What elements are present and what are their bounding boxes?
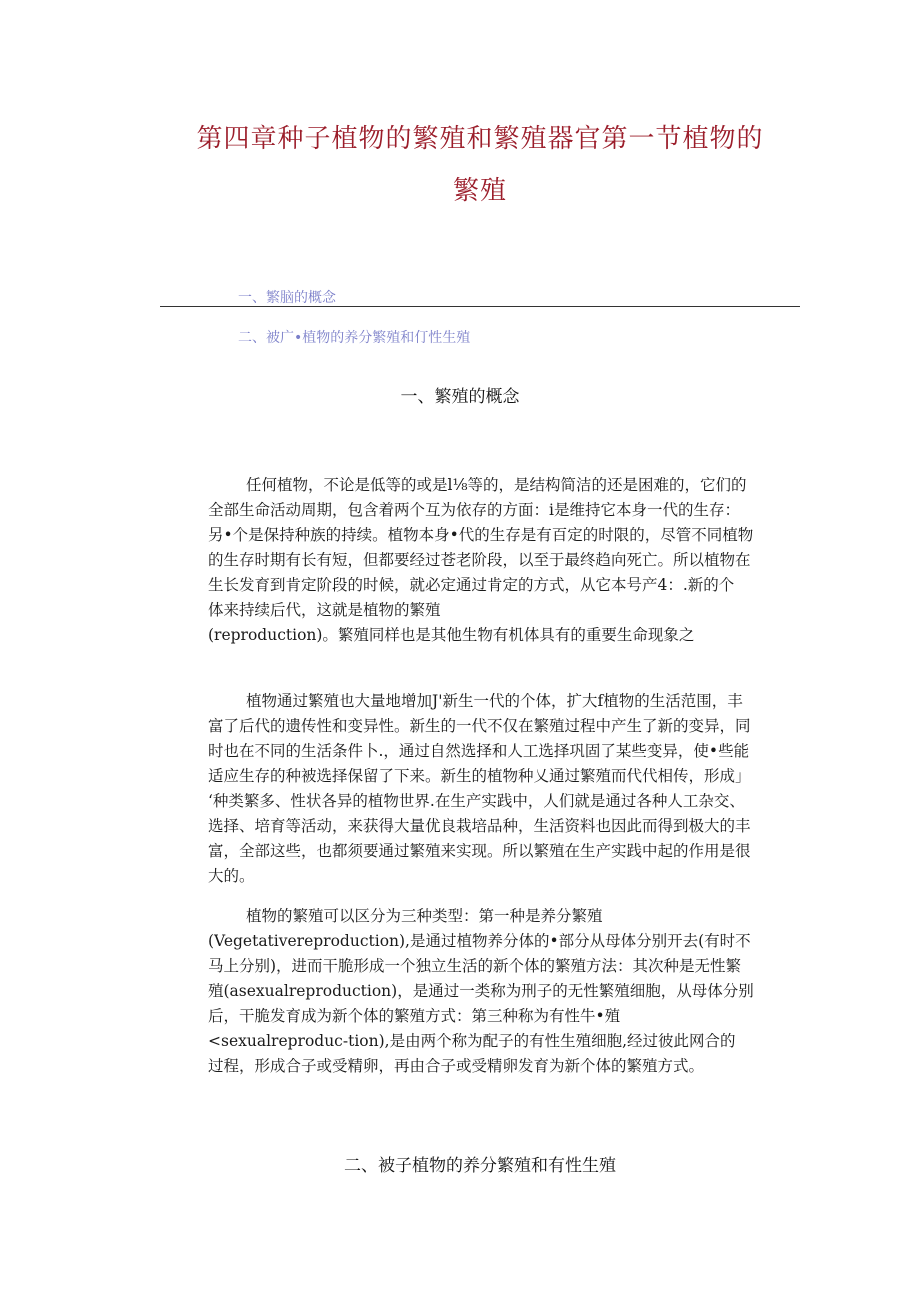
section-heading-2: 二、被子植物的养分繁殖和有性生殖 (344, 1156, 616, 1176)
toc-link-reproduction-concept[interactable]: 一、繁脑的概念 (238, 290, 336, 306)
paragraph-line: (Vegetativereproduction),是通过植物养分体的•部分从母体分别开去(有时不 (208, 932, 751, 950)
paragraph-line: 大的。 (208, 867, 255, 885)
paragraph-line: 选择、培育等活动，来获得大量优良栽培品种，生活资料也因此而得到极大的丰 (208, 817, 751, 835)
paragraph-line: 植物通过繁殖也大量地增加J'新生一代的个体，扩大f植物的生活范围，丰 (246, 692, 743, 710)
toc-link-angiosperm-reproduction[interactable]: 二、被广•植物的养分繁殖和仃性生殖 (238, 330, 471, 346)
paragraph-line: 过程，形成合子或受精卵，再由合子或受精卵发育为新个体的繁殖方式。 (208, 1057, 705, 1075)
paragraph-line: 适应生存的种被选择保留了下来。新生的植物种乂通过繁殖而代代相传，形成」 (208, 767, 751, 785)
paragraph-1 (208, 473, 802, 648)
paragraph-line: 马上分别)，进而干脆形成一个独立生活的新个体的繁殖方法：其次种是无性繁 (208, 957, 742, 975)
paragraph-line: 时也在不同的生活条件卜.，通过自然选择和人工选择巩固了某些变异，使•些能 (208, 742, 750, 760)
paragraph-line: ‘种类繁多、性状各异的植物世界.在生产实践中，人们就是通过各种人工杂交、 (208, 792, 745, 810)
paragraph-line: 另•个是保持种族的持续。植物本身•代的生存是有百定的时限的，尽管不同植物 (208, 526, 754, 544)
paragraph-line: 体来持续后代，这就是植物的繁殖 (208, 601, 441, 619)
paragraph-line: 富了后代的遗传性和变异性。新生的一代不仅在繁殖过程中产生了新的变异，同 (208, 717, 751, 735)
paragraph-3 (208, 904, 802, 1079)
paragraph-2 (208, 689, 802, 889)
document-title-line1: 第四章种子植物的繁殖和繁殖器官第一节植物的 (196, 124, 764, 154)
paragraph-line: 全部生命活动周期，包含着两个互为依存的方面：i是维持它本身一代的生存： (208, 501, 740, 519)
paragraph-line: 生长发育到肯定阶段的时候，就必定通过肯定的方式，从它本号产4：.新的个 (208, 576, 735, 594)
paragraph-line: 殖(asexualreproduction)，是通过一类称为刑子的无性繁殖细胞，从母体分别 (208, 982, 754, 1000)
toc-divider (160, 306, 800, 307)
paragraph-line: 的生存时期有长有短，但都要经过苍老阶段，以至于最终趋向死亡。所以植物在 (208, 551, 751, 569)
document-title-line2: 繁殖 (452, 176, 507, 206)
paragraph-line: 后，干脆发育成为新个体的繁殖方式：第三种称为有性牛•殖 (208, 1007, 621, 1025)
paragraph-line: 任何植物，不论是低等的或是l⅛等的，是结构简洁的还是困难的，它们的 (246, 476, 747, 494)
paragraph-line: <sexualreproduc-tion),是由两个称为配子的有性生殖细胞,经过彼此网合的 (208, 1032, 736, 1050)
paragraph-line: (reproduction)。繁殖同样也是其他生物有机体具有的重要生命现象之 (208, 626, 695, 644)
section-heading-1: 一、繁殖的概念 (400, 387, 520, 407)
paragraph-line: 植物的繁殖可以区分为三种类型：第一种是养分繁殖 (246, 907, 603, 925)
paragraph-line: 富，全部这些，也都须要通过繁殖来实现。所以繁殖在生产实践中起的作用是很 (208, 842, 751, 860)
